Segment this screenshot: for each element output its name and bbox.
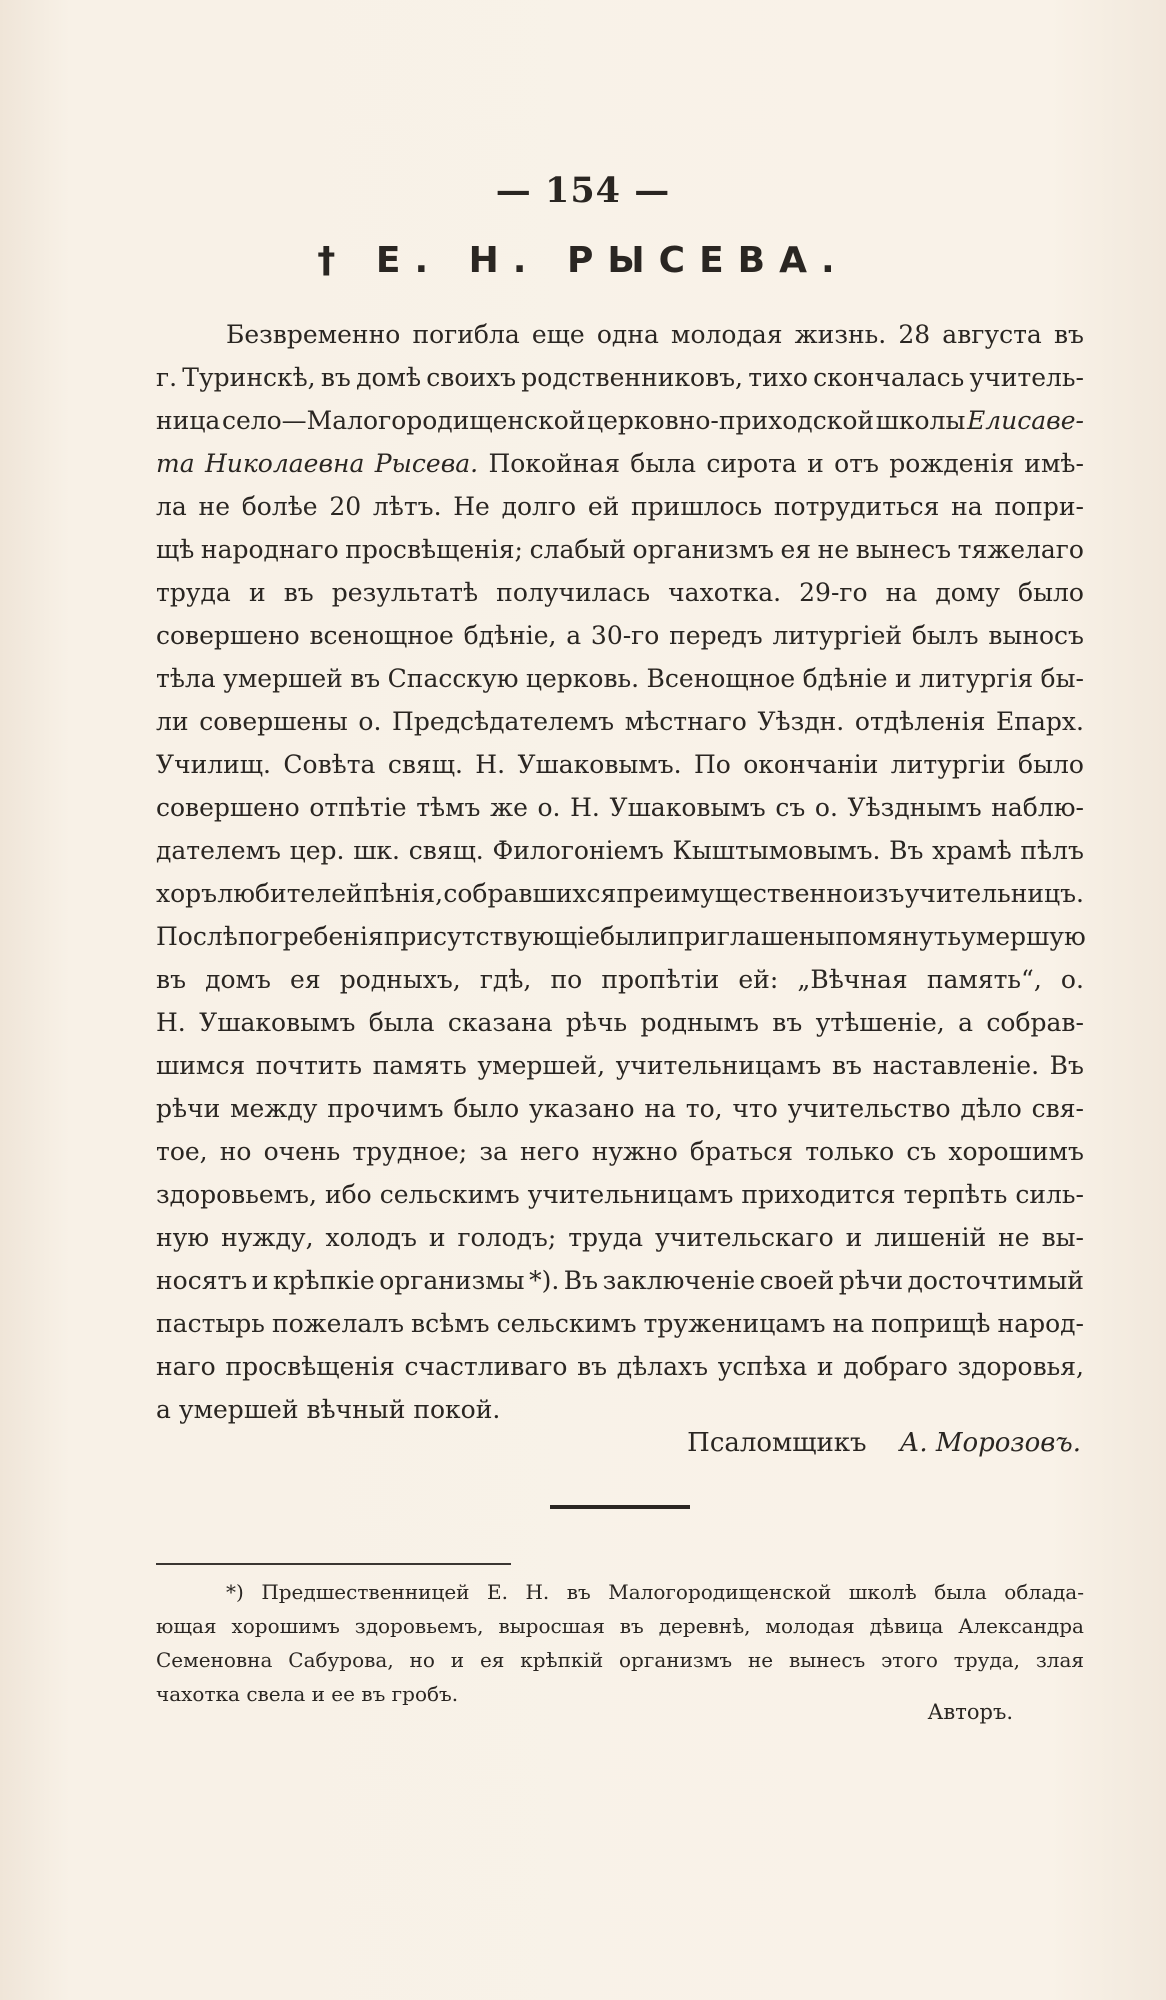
page-number: — 154 — [495,170,671,211]
text-line: совершено всенощное бдѣніе, а 30-го передъ литургіей былъ выносъ [156,621,1084,650]
text-line: а умершей вѣчный покой. [156,1395,501,1424]
text-line: шимся почтить память умершей, учительницамъ въ наставленіе. Въ [156,1051,1084,1080]
text-line: Послѣ погребенія присутствующіе были приглашены помянуть умершую [156,922,1086,951]
footnote-divider [156,1563,511,1565]
text-line: рѣчи между прочимъ было указано на то, что учительство дѣло свя- [156,1094,1084,1123]
text-line: щѣ народнаго просвѣщенія; слабый организмъ ея не вынесъ тяжелаго [156,535,1084,564]
text-line: ную нужду, холодъ и голодъ; труда учительскаго и лишеній не вы- [156,1223,1084,1252]
text-line: г. Туринскѣ, въ домѣ своихъ родственниковъ, тихо скончалась учитель- [156,363,1084,392]
footnote-author: Авторъ. [927,1700,1013,1724]
section-divider [550,1505,690,1509]
text-line: совершено отпѣтіе тѣмъ же о. Н. Ушаковымъ съ о. Уѣзднымъ наблю- [156,793,1084,822]
text-line: Училищ. Совѣта свящ. Н. Ушаковымъ. По окончаніи литургіи было [156,750,1084,779]
text-line: ла не болѣе 20 лѣтъ. Не долго ей пришлось потрудиться на попри- [156,492,1084,521]
text-line: ница село—Малогородищенской церковно-приходской школы Елисаве- [156,406,1084,435]
signature [0,1428,1081,1458]
text-line: въ домъ ея родныхъ, гдѣ, по пропѣтіи ей: „Вѣчная память“, о. [156,965,1084,994]
obituary-text [156,313,1084,1431]
footnote [156,1575,1084,1711]
text-line: Безвременно погибла еще одна молодая жизнь. 28 августа въ [226,320,1084,349]
text-line: пастырь пожелалъ всѣмъ сельскимъ труженицамъ на поприщѣ народ- [156,1309,1084,1338]
text-line: труда и въ результатѣ получилась чахотка. 29-го на дому было [156,578,1084,607]
text-line: тѣла умершей въ Спасскую церковь. Всенощное бдѣніе и литургія бы- [156,664,1084,693]
text-line: здоровьемъ, ибо сельскимъ учительницамъ приходится терпѣть силь- [156,1180,1084,1209]
text-line: ли совершены о. Предсѣдателемъ мѣстнаго Уѣздн. отдѣленія Епарх. [156,707,1084,736]
signature-name: А. Морозовъ. [899,1428,1081,1458]
text-line: наго просвѣщенія счастливаго въ дѣлахъ успѣха и добраго здоровья, [156,1352,1084,1381]
text-line: тое, но очень трудное; за него нужно браться только съ хорошимъ [156,1137,1084,1166]
text-line: дателемъ цер. шк. свящ. Филогоніемъ Кыштымовымъ. Въ храмѣ пѣлъ [156,836,1084,865]
signature-title: Псаломщикъ [687,1428,867,1458]
footnote-line: ющая хорошимъ здоровьемъ, выросшая въ деревнѣ, молодая дѣвица Александра [156,1614,1084,1638]
footnote-line: Семеновна Сабурова, но и ея крѣпкій организмъ не вынесъ этого труда, злая [156,1648,1084,1672]
text-line: Н. Ушаковымъ была сказана рѣчь роднымъ въ утѣшеніе, а собрав- [156,1008,1084,1037]
text-line: хоръ любителей пѣнія, собравшихся преимущественно изъ учительницъ. [156,879,1084,908]
text-line: носятъ и крѣпкіе организмы *). Въ заключеніе своей рѣчи досточтимый [156,1266,1084,1295]
footnote-line: чахотка свела и ее въ гробъ. [156,1682,459,1706]
obituary-headline: † Е. Н. РЫСЕВА. [317,240,849,281]
text-line: та Николаевна Рысева. Покойная была сирота и отъ рожденія имѣ- [156,449,1084,478]
footnote-line: *) Предшественницей Е. Н. въ Малогородищенской школѣ была облада- [226,1580,1084,1604]
